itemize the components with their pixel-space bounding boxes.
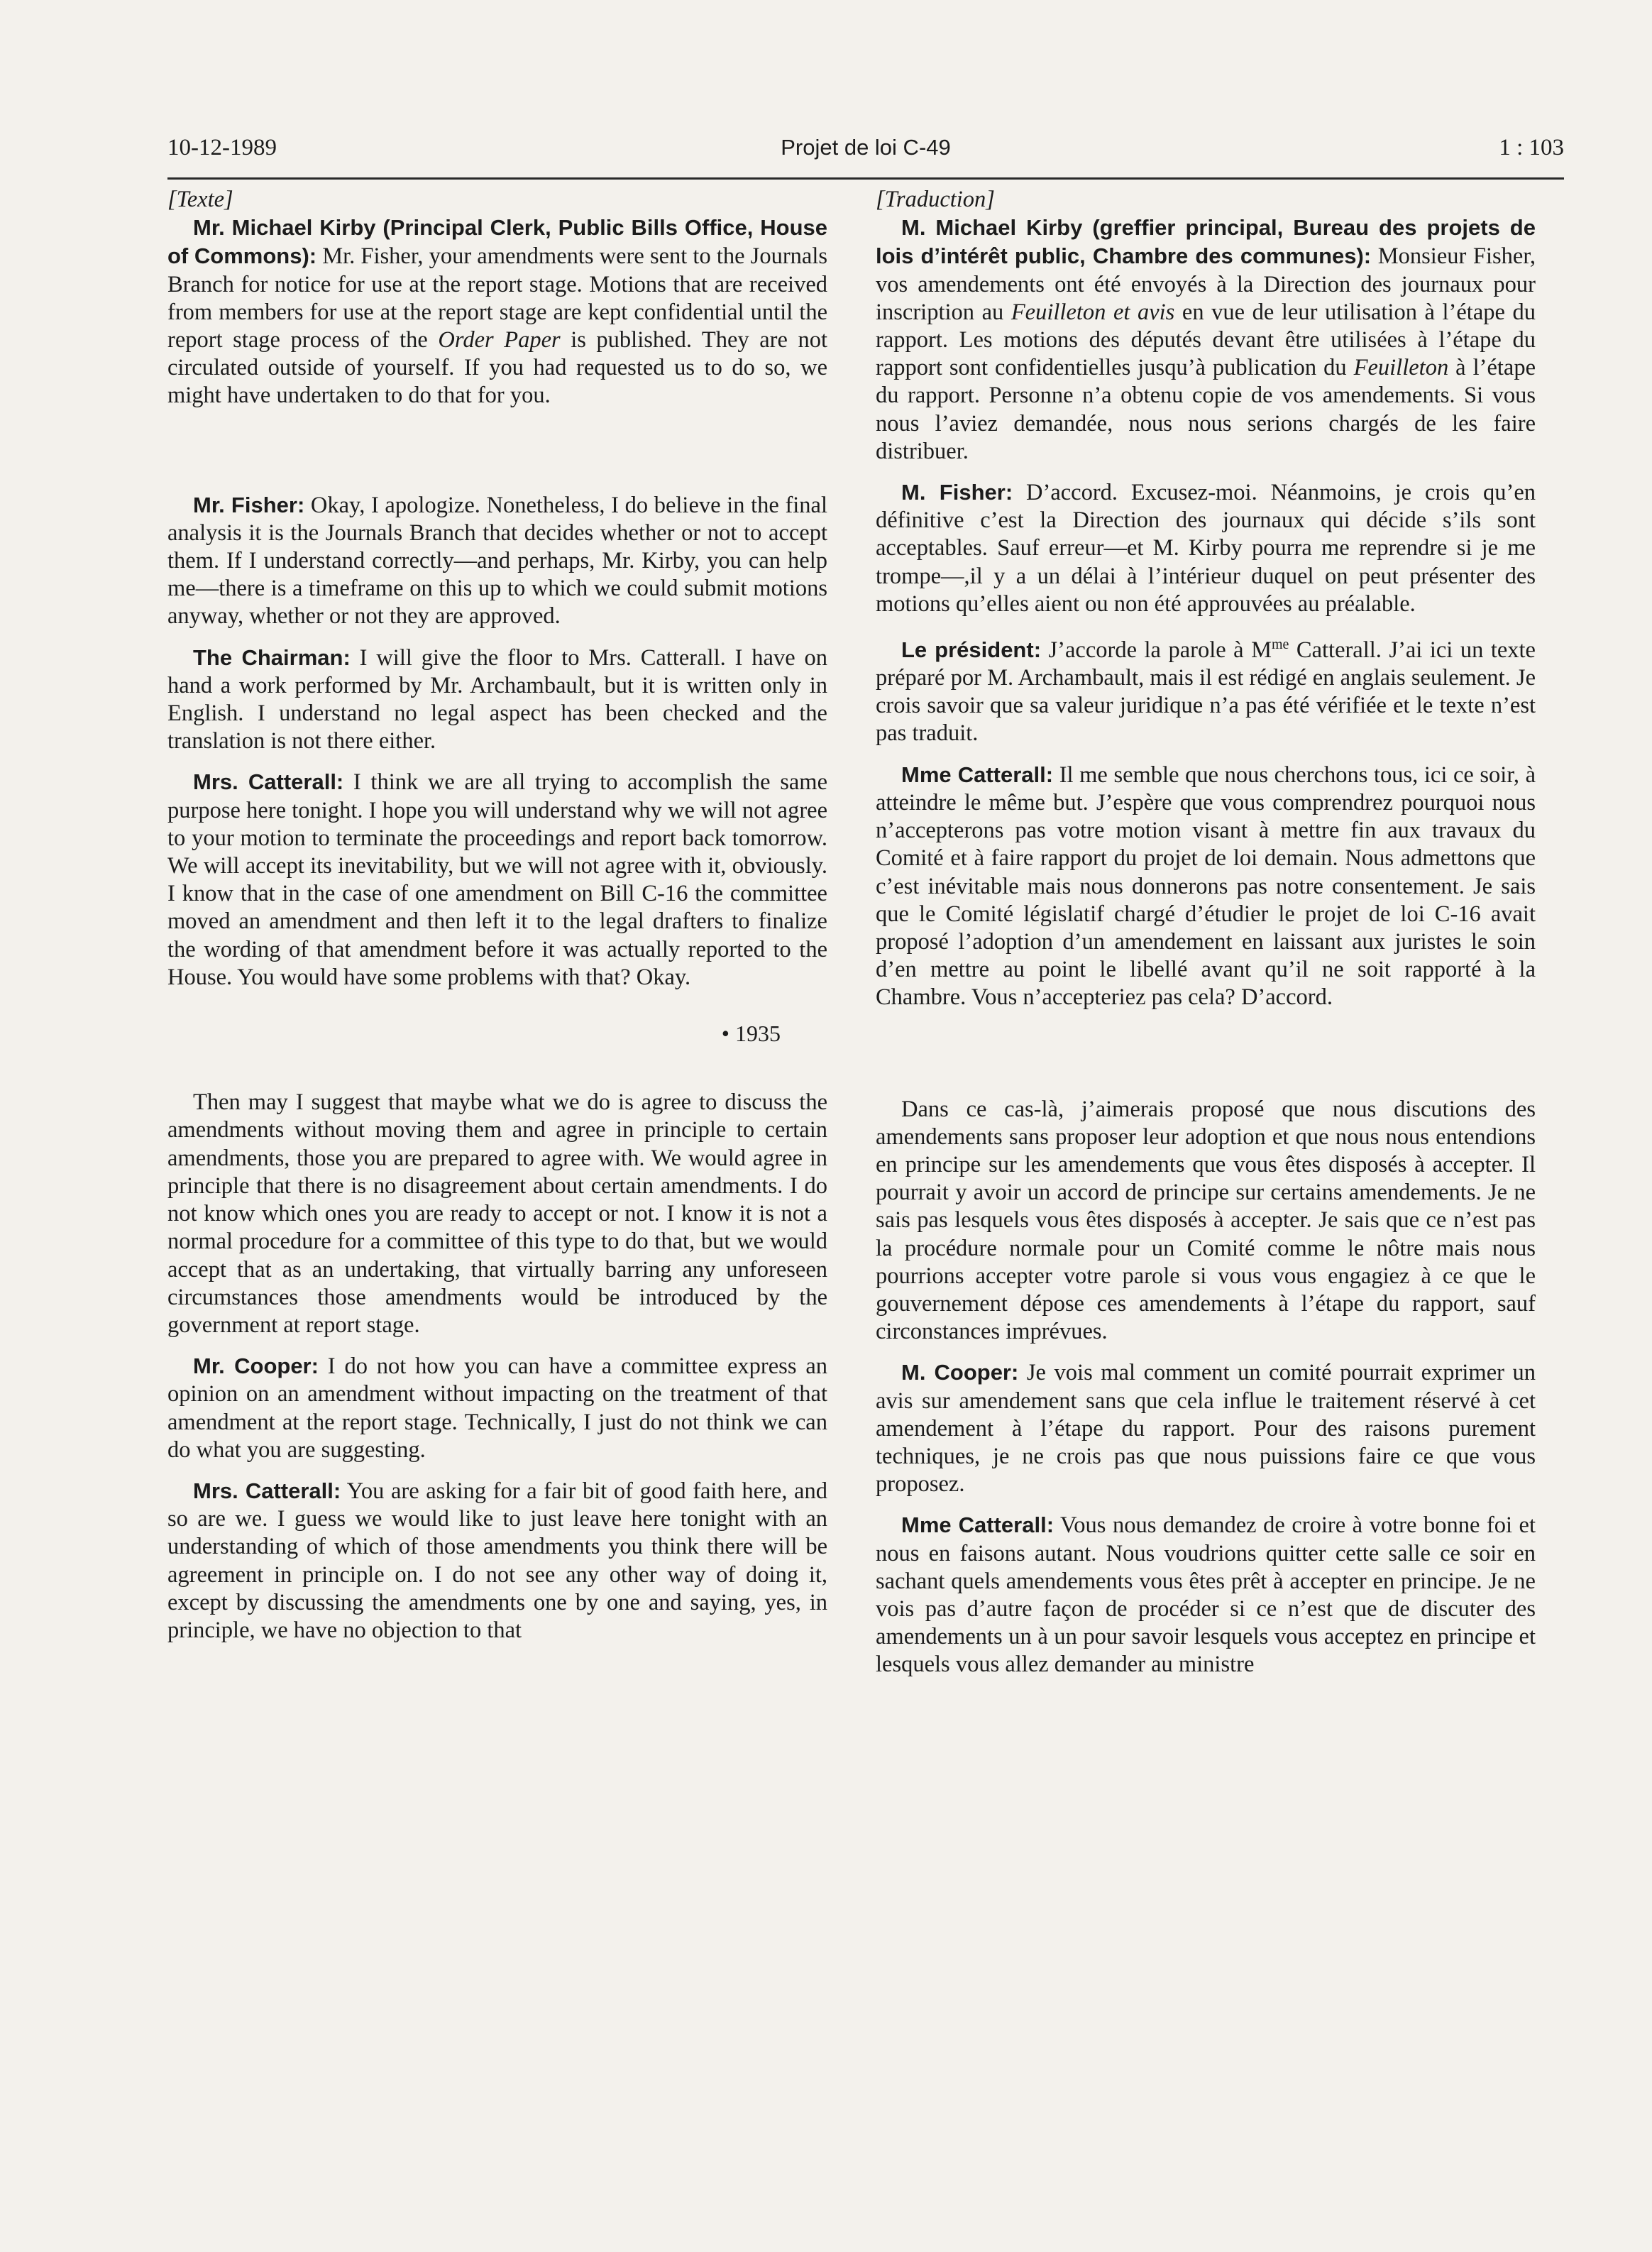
paragraph-catterall-2: Mrs. Catterall: You are asking for a fair bit of good faith here, and so are we. I guess we would like to just leave here tonight with an understanding of which of those amendments you think there will be agreement in principle on. I do not see any other way of doing it, except by discussing the amendments one by one and saying, yes, in principle, we have no objection to that [167,1478,827,1643]
paragraph-fisher-fr: M. Fisher: D’accord. Excusez-moi. Néanmoins, je crois qu’en définitive c’est la Direction des journaux qui décide s’ils sont acceptables. Sauf erreur—et M. Kirby pourra me reprendre si je me trompe—,il y a un délai à l’intérieur duquel on peut présenter des motions qu’elles aient ou non été approuvées au préalable. [876,480,1536,617]
paragraph-fisher: Mr. Fisher: Okay, I apologize. Nonetheless, I do believe in the final analysis it is the Journals Branch that decides whether or not to accept them. If I understand correctly—and perhaps, Mr. Kirby, you can help me—there is a timeframe on this up to which we could submit motions anyway, whether or not they are approved. [167,492,827,630]
header-rule [167,177,1564,180]
paragraph-suggestion: Then may I suggest that maybe what we do is agree to discuss the amendments without moving them and agree in principle to certain amendments, those you are prepared to agree with. We would agree in principle that there is no disagreement about certain amendments. I do not know which ones you are ready to accept or not. I know it is not a normal procedure for a committee of this type to do that, but we would accept that as an undertaking, that virtually barring any unforeseen circumstances those amendments would be introduced by the government at report stage. [167,1089,827,1338]
paragraph-president-fr: Le président: J’accorde la parole à $M^{me}$ Catterall. J’ai ici un texte préparé por M. Archambault, mais il est rédigé en anglais seulement. Je crois savoir que sa valeur juridique n’a pas été vérifiée et le texte n’est pas traduit. [876,637,1536,747]
page-header [167,135,1564,177]
speaker-name: Mr. Cooper: [193,1353,319,1379]
header-title: Projet de loi C-49 [781,135,951,160]
speaker-name: The Chairman: [193,644,351,670]
speaker-name: M. Cooper: [901,1360,1019,1385]
speaker-name: Mme Catterall: [901,762,1054,787]
speaker-name: Mrs. Catterall: [193,769,344,795]
paragraph-kirby: Mr. Michael Kirby (Principal Clerk, Public Bills Office, House of Commons): Mr. Fisher, your amendments were sent to the Journals Branch for notice for use at the report stage. Motions that are received from members for use at the report stage are kept confidential until the report stage process of the Order Paper is published. They are not circulated outside of yourself. If you had requested us to do so, we might have undertaken to do that for you. [167,215,828,409]
speaker-name: M. Michael Kirby (greffier principal, Bureau des projets de lois d’intérêt public, Chambre des communes): [876,215,1536,269]
speaker-name: Mr. Michael Kirby (Principal Clerk, Public Bills Office, House of Commons): [167,215,827,269]
speaker-name: Mrs. Catterall: [193,1478,341,1503]
english-column [167,186,827,1644]
time-marker: • 1935 [721,1021,781,1047]
french-column [876,186,1536,1679]
paragraph-chairman: The Chairman: I will give the floor to Mrs. Catterall. I have on hand a work performed by Mr. Archambault, but it is written only in English. I understand no legal aspect has been checked and the translation is not there either. [167,644,828,754]
traduction-label: [Traduction] [876,187,995,212]
speaker-name: Mme Catterall: [901,1512,1054,1538]
paragraph-cooper: Mr. Cooper: I do not how you can have a committee express an opinion on an amendment without impacting on the treatment of that amendment at the report stage. Technically, I just do not think we can do what you are suggesting. [167,1353,827,1463]
speaker-name: Le président: [901,637,1042,662]
paragraph-catterall-1-fr: Mme Catterall: Il me semble que nous cherchons tous, ici ce soir, à atteindre le même but. J’espère que vous comprendrez pourquoi nous n’accepterons pas votre motion visant à mettre fin aux travaux du Comité et à faire rapport du projet de loi demain. Nous admettons que c’est inévitable mais nous donnerons pas notre consentement. Je sais que le Comité législatif chargé d’étudier le projet de loi C-16 avait proposé l’adoption d’un amendement en laissant aux juristes le soin d’en mettre au point le libellé avant qu’il ne soit rapporté à la Chambre. Vous n’accepteriez pas cela? D’accord. [876,762,1536,1011]
paragraph-catterall-1: Mrs. Catterall: I think we are all trying to accomplish the same purpose here tonight. I hope you will understand why we will not agree to your motion to terminate the proceedings and report back tomorrow. We will accept its inevitability, but we will not agree with it, obviously. I know that in the case of one amendment on Bill C-16 the committee moved an amendment and then left it to the legal drafters to finalize the wording of that amendment before it was actually reported to the House. You would have some problems with that? Okay. [167,769,827,990]
speaker-name: M. Fisher: [901,480,1013,505]
header-date: 10-12-1989 [167,135,277,160]
header-page-number: 1 : 103 [1499,135,1564,160]
texte-label: [Texte] [167,187,233,212]
paragraph-cooper-fr: M. Cooper: Je vois mal comment un comité pourrait exprimer un avis sur amendement sans que cela influe le traitement réservé à cet amendement à l’étape du rapport. Pour des raisons purement techniques, je ne crois pas que nous puissions faire ce que vous proposez. [876,1360,1536,1498]
speaker-name: Mr. Fisher: [193,492,305,517]
paragraph-suggestion-fr: Dans ce cas-là, j’aimerais proposé que nous discutions des amendements sans proposer leur adoption et que nous nous entendions en principe sur les amendements que vous êtes disposés à accepter. Il pourrait y avoir un accord de principe sur certains amendements. Je ne sais pas lesquels vous êtes disposés à accepter. Je sais que ce n’est pas la procédure normale pour un Comité comme le nôtre mais nous pourrions accepter votre parole si vous vous engagiez à ce que le gouvernement dépose ces amendements à l’étape du rapport, sauf circonstances imprévues. [876,1096,1536,1345]
paragraph-kirby-fr: M. Michael Kirby (greffier principal, Bureau des projets de lois d’intérêt public, Chambre des communes): Monsieur Fisher, vos amendements ont été envoyés à la Direction des journaux pour inscription au Feuilleton et avis en vue de leur utilisation à l’étape du rapport. Les motions des députés devant être utilisées à l’étape du rapport sont confidentielles jusqu’à publication du Feuilleton à l’étape du rapport. Personne n’a obtenu copie de vos amendements. Si vous nous l’aviez demandée, nous nous serions chargés de les faire distribuer. [876,215,1536,464]
paragraph-catterall-2-fr: Mme Catterall: Vous nous demandez de croire à votre bonne foi et nous en faisons autant. Nous voudrions quitter cette salle ce soir en sachant quels amendements vous êtes prêt à accepter en principe. Je ne vois pas d’autre façon de procéder si ce n’est que de discuter des amendements un à un pour savoir lesquels vous acceptez en principe et lesquels vous allez demander au ministre [876,1512,1536,1678]
